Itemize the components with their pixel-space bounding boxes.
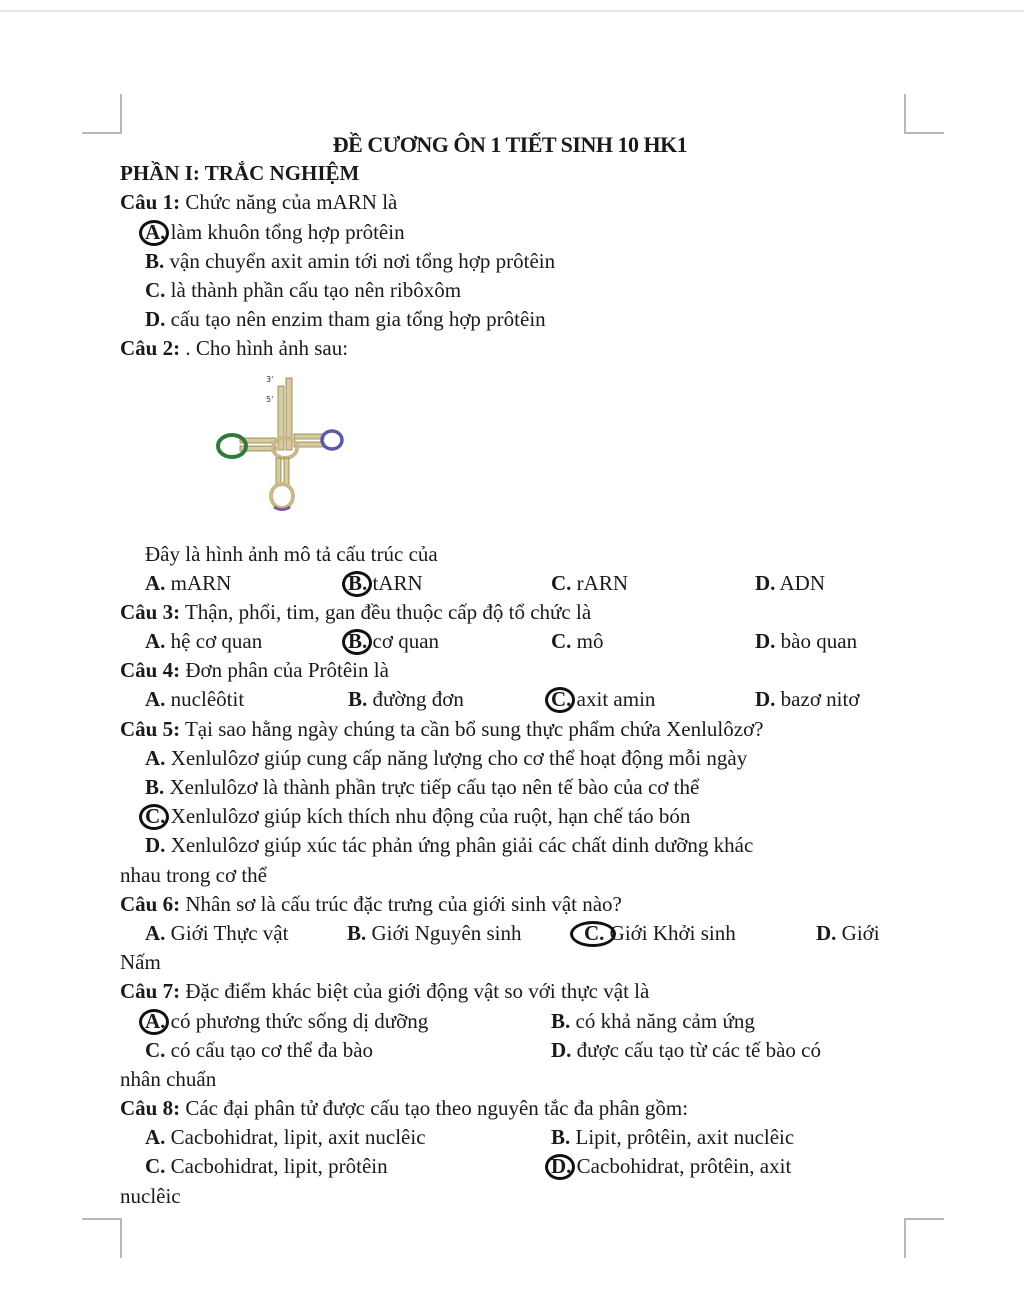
q8-option-a: A. Cacbohidrat, lipit, axit nuclêic — [145, 1125, 426, 1150]
q4-option-b: B. đường đơn — [348, 687, 464, 712]
q7-option-b: B. có khả năng cảm ứng — [551, 1008, 755, 1033]
answer-circle — [570, 921, 616, 947]
q7-option-a: A. có phương thức sống dị dưỡng — [145, 1007, 551, 1036]
q2-option-c: C. rARN — [551, 570, 629, 595]
answer-circle — [139, 220, 169, 246]
q3-option-b: B. cơ quan — [348, 627, 551, 656]
q7-options-row-2 — [120, 1036, 900, 1065]
q3-options — [120, 627, 900, 656]
q8-option-d-continued: nuclêic — [120, 1183, 181, 1208]
trna-figure — [120, 364, 900, 540]
question-3: Câu 3: Thận, phổi, tim, gan đều thuộc cấp độ tổ chức là — [120, 599, 592, 624]
trna-cloverleaf-image — [204, 370, 364, 530]
q3-option-d: D. bào quan — [755, 629, 858, 654]
question-5: Câu 5: Tại sao hằng ngày chúng ta cần bổ sung thực phẩm chứa Xenlulôzơ? — [120, 716, 764, 741]
q2-options — [120, 569, 900, 598]
right-arm — [294, 431, 342, 449]
question-6: Câu 6: Nhân sơ là cấu trúc đặc trưng của giới sinh vật nào? — [120, 891, 622, 916]
question-1: Câu 1: Chức năng của mARN là — [120, 190, 398, 215]
top-border-line — [0, 10, 1024, 12]
margin-mark-bottom-left — [82, 1218, 122, 1258]
q4-options — [120, 685, 900, 714]
answer-mark: B. — [348, 627, 367, 656]
answer-mark: D. — [551, 1152, 571, 1181]
q5-option-a: A. Xenlulôzơ giúp cung cấp năng lượng cho cơ thể hoạt động mỗi ngày — [145, 745, 748, 770]
q1-option-c: C. là thành phần cấu tạo nên ribôxôm — [145, 277, 462, 302]
label-3-prime: 3' — [266, 374, 274, 384]
q2-option-a: A. mARN — [145, 570, 232, 595]
answer-mark: C. — [551, 685, 571, 714]
question-4: Câu 4: Đơn phân của Prôtêin là — [120, 658, 389, 683]
q7-option-d-continued: nhân chuẩn — [120, 1066, 217, 1091]
margin-mark-top-right — [904, 94, 944, 134]
q5-option-d: D. Xenlulôzơ giúp xúc tác phản ứng phân giải các chất dinh dưỡng khác — [145, 833, 754, 858]
q8-option-b: B. Lipit, prôtêin, axit nuclêic — [551, 1125, 795, 1150]
q7-option-c: C. có cấu tạo cơ thể đa bào — [145, 1037, 374, 1062]
central-loop — [273, 438, 297, 458]
document-page — [120, 130, 900, 1211]
q8-options-row-2 — [120, 1152, 900, 1181]
q3-option-c: C. mô — [551, 629, 604, 654]
q6-option-b: B. Giới Nguyên sinh — [347, 920, 522, 945]
margin-mark-bottom-right — [904, 1218, 944, 1258]
answer-circle — [342, 629, 372, 655]
q8-option-c: C. Cacbohidrat, lipit, prôtêin — [145, 1154, 388, 1179]
q5-option-d-continued: nhau trong cơ thể — [120, 862, 267, 887]
q2-prompt: Đây là hình ảnh mô tả cấu trúc của — [145, 541, 438, 566]
q4-option-a: A. nuclêôtit — [145, 687, 245, 712]
q2-option-b: B. tARN — [348, 569, 551, 598]
q6-option-a: A. Giới Thực vật — [145, 920, 289, 945]
answer-mark: A. — [145, 1007, 165, 1036]
q2-option-d: D. ADN — [755, 570, 826, 595]
answer-circle — [342, 571, 372, 597]
left-arm — [218, 435, 276, 457]
question-2: Câu 2: . Cho hình ảnh sau: — [120, 336, 349, 361]
q3-option-a: A. hệ cơ quan — [145, 629, 263, 654]
q5-option-b: B. Xenlulôzơ là thành phần trực tiếp cấu tạo nên tế bào của cơ thể — [145, 775, 700, 799]
question-7: Câu 7: Đặc điểm khác biệt của giới động vật so với thực vật là — [120, 979, 650, 1004]
q8-options-row-1 — [120, 1123, 900, 1152]
document-title: ĐỀ CƯƠNG ÔN 1 TIẾT SINH 10 HK1 — [332, 132, 688, 157]
anticodon-arm — [271, 458, 293, 510]
q1-option-b: B. vận chuyển axit amin tới nơi tổng hợp prôtêin — [145, 248, 556, 273]
q6-option-d: D. Giới — [816, 920, 880, 945]
answer-mark: B. — [348, 569, 367, 598]
answer-mark: C. — [145, 802, 165, 831]
section-heading: PHẦN I: TRẮC NGHIỆM — [120, 161, 360, 186]
answer-mark: A. — [145, 218, 165, 247]
q1-option-a: A. làm khuôn tổng hợp prôtêin — [120, 218, 900, 247]
q6-option-d-continued: Nấm — [120, 950, 161, 975]
q7-options-row-1 — [120, 1007, 900, 1036]
q4-option-d: D. bazơ nitơ — [755, 687, 860, 712]
q8-option-d: D. Cacbohidrat, prôtêin, axit — [551, 1152, 791, 1181]
q5-option-c: C. Xenlulôzơ giúp kích thích nhu động của ruột, hạn chế táo bón — [120, 802, 900, 831]
q6-option-c: C. Giới Khởi sinh — [584, 919, 816, 948]
q4-option-c: C. axit amin — [551, 685, 755, 714]
q7-option-d: D. được cấu tạo từ các tế bào có — [551, 1037, 822, 1062]
q1-option-d: D. cấu tạo nên enzim tham gia tổng hợp prôtêin — [145, 307, 546, 332]
answer-circle — [139, 804, 169, 830]
q6-options — [120, 919, 900, 948]
margin-mark-top-left — [82, 94, 122, 134]
answer-circle — [139, 1009, 169, 1035]
question-8: Câu 8: Các đại phân tử được cấu tạo theo nguyên tắc đa phân gồm: — [120, 1096, 689, 1121]
answer-mark: C. — [584, 919, 604, 948]
label-5-prime: 5' — [266, 394, 274, 404]
